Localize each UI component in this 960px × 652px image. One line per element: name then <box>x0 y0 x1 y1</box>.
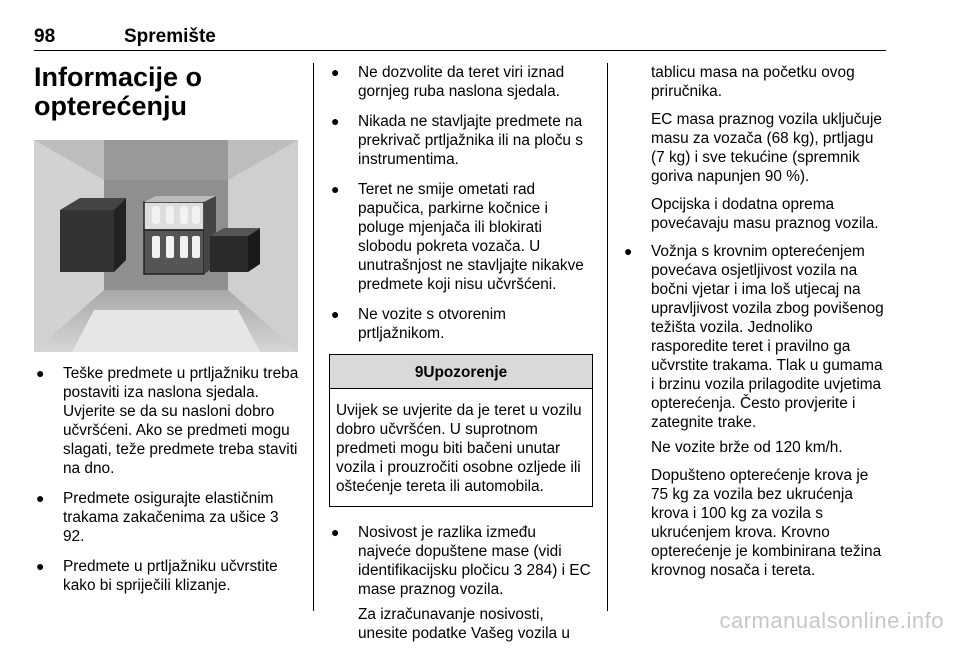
column-left <box>34 63 300 121</box>
column-divider <box>607 63 608 611</box>
list-item <box>34 489 300 546</box>
column-right <box>622 63 888 589</box>
bullet-icon: ● <box>331 306 340 322</box>
bullet-icon: ● <box>624 243 633 259</box>
list-item <box>329 63 593 101</box>
paragraph: EC masa praznog vozila uključuje masu za vozača (68 kg), prtljagu (7 kg) i sve tekućine (spremnik goriva napunjen 90 %). <box>651 111 882 185</box>
bullet-icon: ● <box>331 524 340 540</box>
list-item <box>34 557 300 595</box>
bullet-icon: ● <box>331 64 340 80</box>
warning-title: 9Upozorenje <box>330 355 592 389</box>
paragraph: Dopušteno opterećenje krova je 75 kg za vozila bez ukrućenja krova i 100 kg za vozila s ukrućenjem krova. Krovno opterećenje je kombinirana težina krovnog nosača i tereta. <box>651 467 882 579</box>
paragraph: tablicu masa na početku ovog priručnika. <box>651 64 855 100</box>
warning-box <box>329 354 593 507</box>
cargo-loading-illustration-icon <box>34 140 298 352</box>
paragraph: Za izračunavanje nosivosti, unesite podatke Vašeg vozila u <box>358 606 570 642</box>
list-item <box>34 364 300 478</box>
list-item <box>329 180 593 294</box>
list-item <box>329 523 593 599</box>
column-left-list <box>34 364 300 606</box>
paragraph: Opcijska i dodatna oprema povećavaju masu praznog vozila. <box>651 196 879 232</box>
page-number: 98 <box>34 26 56 47</box>
page-title: Informacije o opterećenju <box>34 62 203 121</box>
paragraph: Ne vozite brže od 120 km/h. <box>651 439 843 456</box>
list-item-text: Nikada ne stavljajte predmete na prekrivač prtljažnika ili na ploču s instrumentima. <box>358 113 583 168</box>
bullet-icon: ● <box>36 558 45 574</box>
list-item <box>329 112 593 169</box>
column-middle <box>329 63 593 652</box>
column-divider <box>313 63 314 611</box>
list-item <box>622 242 888 432</box>
list-item-text: Teške predmete u prtljažniku treba postaviti iza naslona sjedala. Uvjerite se da su nasloni dobro učvršćeni. Ako se predmeti mogu slagati, teže predmete treba staviti na dno. <box>63 365 299 477</box>
bullet-icon: ● <box>331 113 340 129</box>
list-item-text: Predmete osigurajte elastičnim trakama zakačenima za ušice 3 92. <box>63 490 279 545</box>
list-item-text: Ne dozvolite da teret viri iznad gornjeg ruba naslona sjedala. <box>358 64 565 100</box>
list-item-text: Predmete u prtljažniku učvrstite kako bi spriječili klizanje. <box>63 558 278 594</box>
list-item-text: Ne vozite s otvorenim prtljažnikom. <box>358 306 506 342</box>
warning-body: Uvijek se uvjerite da je teret u vozilu dobro učvršćen. U suprotnom predmeti mogu biti bačeni unutar vozila i prouzročiti osobne ozljede ili oštećenje tereta ili automobila. <box>336 402 582 495</box>
bullet-icon: ● <box>331 181 340 197</box>
list-item-text: Vožnja s krovnim opterećenjem povećava osjetljivost vozila na bočni vjetar i ima loš utjecaj na upravljivost vozila zbog povišenog težišta vozila. Jednoliko rasporedite teret i pravilno ga učvrstite trakama. Tlak u gumama i brzinu vozila prilagodite uvjetima opterećenja. Često provjerite i zategnite trake. <box>651 243 884 431</box>
page-header <box>34 26 886 51</box>
bullet-icon: ● <box>36 365 45 381</box>
list-item <box>329 305 593 343</box>
list-item-text: Teret ne smije ometati rad papučica, parkirne kočnice i poluge mjenjača ili blokirati slobodu pokreta vozača. U unutrašnjost ne stavljajte nikakve predmete koji nisu učvršćeni. <box>358 181 584 293</box>
list-item-text: Nosivost je razlika između najveće dopuštene mase (vidi identifikacijsku pločicu 3 284) i EC mase praznog vozila. <box>358 524 591 598</box>
bullet-icon: ● <box>36 490 45 506</box>
section-title: Spremište <box>124 26 216 47</box>
watermark: carmanualsonline.info <box>719 608 944 633</box>
